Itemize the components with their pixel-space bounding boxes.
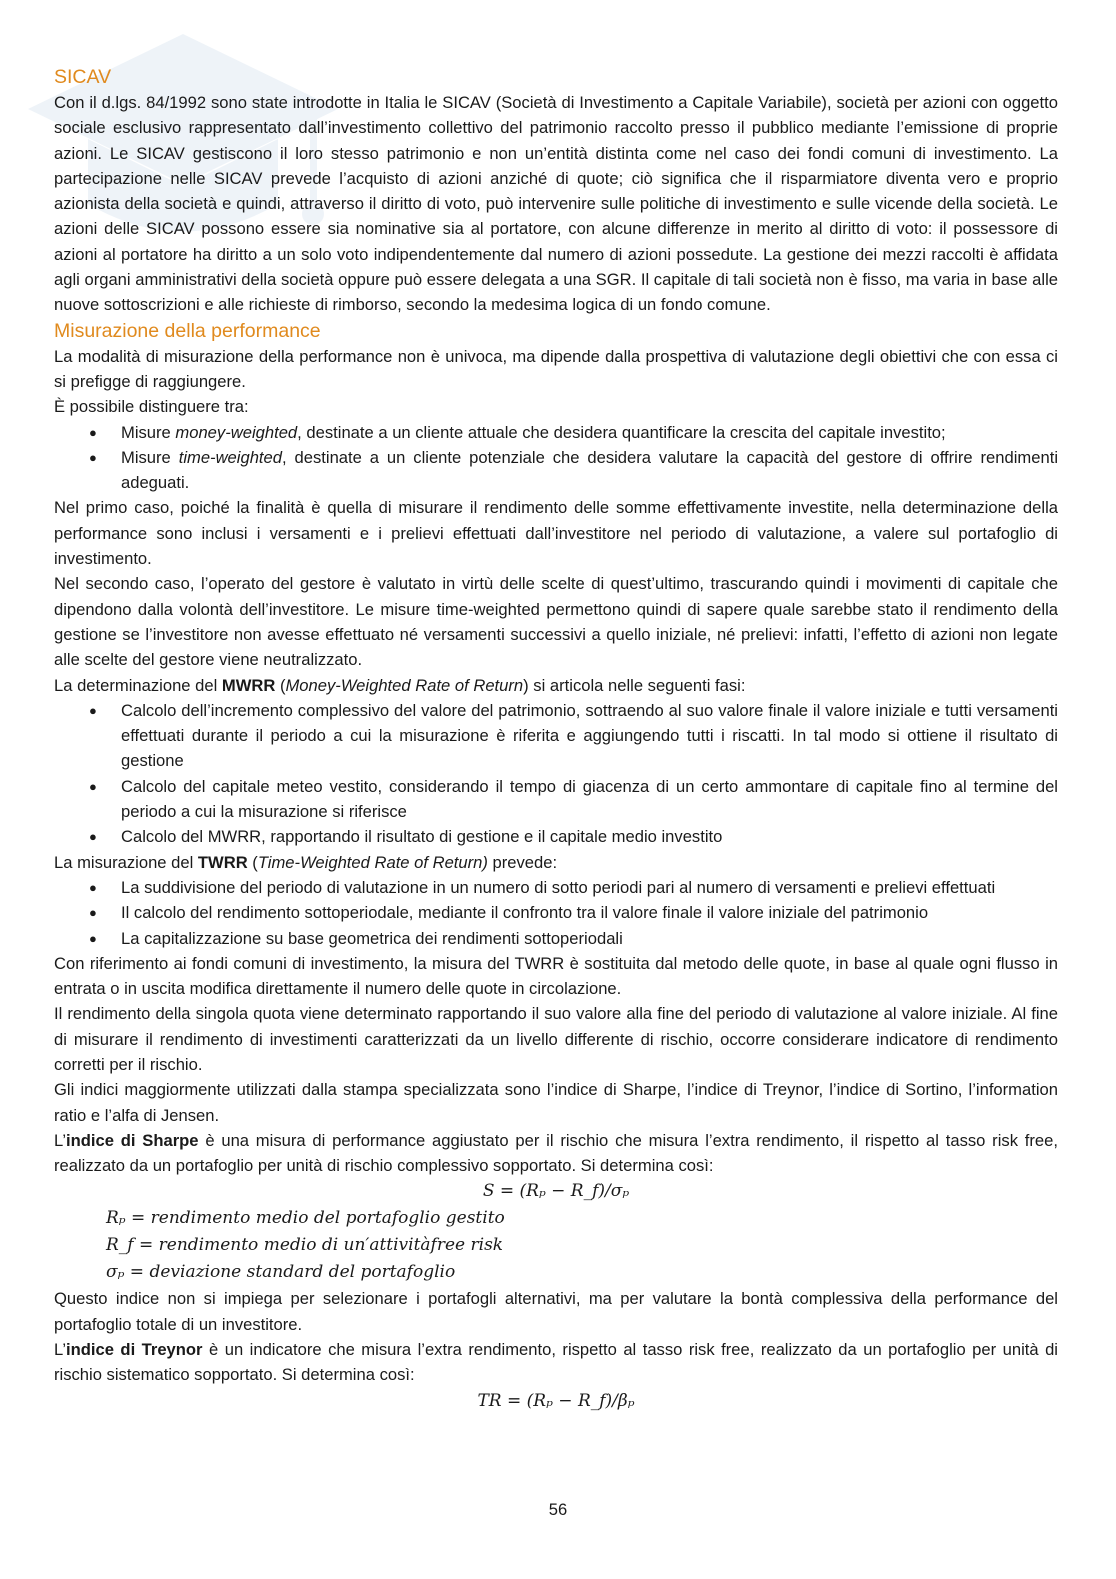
list-item: ● Misure money-weighted, destinate a un cliente attuale che desidera quantificare la crescita del capitale investito; — [121, 420, 1058, 445]
measures-list — [54, 420, 1058, 496]
bullet-icon: ● — [89, 930, 97, 946]
list-item: ● Il calcolo del rendimento sottoperiodale, mediante il confronto tra il valore finale il valore iniziale del patrimonio — [121, 900, 1058, 925]
treynor-formula: TR = (Rₚ − R_f)/βₚ — [477, 1390, 635, 1411]
list-item: ● Calcolo dell’incremento complessivo del valore del patrimonio, sottraendo al suo valore finale il valore iniziale e tutti versamenti effettuati durante il periodo a cui la misurazione è riferita e aggiungendo tutti i riscatti. In tal modo si ottiene il risultato di gestione — [121, 698, 1058, 774]
sharpe-paragraph: L’indice di Sharpe è una misura di performance aggiustato per il rischio che misura l’extra rendimento, il rispetto al tasso risk free, realizzato da un portafoglio per unità di rischio complessivo sopportato. Si determina così: — [54, 1130, 1058, 1176]
second-case-paragraph: Nel secondo caso, l’operato del gestore è valutato in virtù delle scelte di quest’ultimo, trascurando quindi i movimenti di capitale che dipendono dalla volontà dell’investitore. Le misure time-weighted permettono quindi di sapere quale sarebbe stato il rendimento della gestione se l’investitore non avesse effettuato né versamenti successivi a quello iniziale, né prelievi: infatti, l’effetto di azioni non legate alle scelte del gestore viene neutralizzato. — [54, 574, 1058, 670]
mwrr-steps-list — [54, 698, 1058, 850]
list-item: ● Calcolo del MWRR, rapportando il risultato di gestione e il capitale medio investito — [121, 824, 1058, 849]
sharpe-usage-paragraph: Questo indice non si impiega per selezionare i portafogli alternativi, ma per valutare la bontà complessiva della performance del portafoglio totale di un investitore. — [54, 1289, 1058, 1334]
list-item: ● Calcolo del capitale meteo vestito, considerando il tempo di giacenza di un certo ammontare di capitale fino al termine del periodo a cui la misurazione si riferisce — [121, 774, 1058, 825]
document-page — [54, 64, 1058, 1415]
treynor-paragraph: L’indice di Treynor è un indicatore che misura l’extra rendimento, rispetto al tasso risk free, realizzato da un portafoglio per unità di rischio sistematico sopportato. Si determina così: — [54, 1340, 1058, 1385]
section-heading-performance: Misurazione della performance — [54, 319, 321, 342]
performance-intro: La modalità di misurazione della performance non è univoca, ma dipende dalla prospettiva di valutazione degli obiettivi che con essa ci si prefigge di raggiungere. — [54, 346, 1058, 391]
sharpe-definition-rp: Rₚ = rendimento medio del portafoglio gestito — [106, 1208, 505, 1229]
sharpe-definition-rf: R_f = rendimento medio di un′attivitàfree risk — [106, 1235, 504, 1256]
list-item: ● La suddivisione del periodo di valutazione in un numero di sotto periodi pari al numero di versamenti e prelievi effettuati — [121, 875, 1058, 900]
bullet-icon: ● — [89, 778, 97, 794]
bullet-icon: ● — [89, 829, 97, 845]
bullet-icon: ● — [89, 424, 97, 440]
mwrr-intro: La determinazione del MWRR (Money-Weighted Rate of Return) si articola nelle seguenti fasi: — [54, 675, 746, 695]
list-item: ● La capitalizzazione su base geometrica dei rendimenti sottoperiodali — [121, 926, 1058, 951]
page-number: 56 — [548, 1500, 568, 1519]
list-item: ● Misure time-weighted, destinate a un cliente potenziale che desidera valutare la capacità del gestore di offrire rendimenti adeguati. — [121, 445, 1058, 496]
distinction-lead: È possibile distinguere tra: — [54, 397, 249, 417]
sharpe-definition-sigma: σₚ = deviazione standard del portafoglio — [106, 1262, 456, 1283]
sicav-paragraph: Con il d.lgs. 84/1992 sono state introdotte in Italia le SICAV (Società di Investimento a Capitale Variabile), società per azioni con oggetto sociale esclusivo rappresentato dall’investimento collettivo del patrimonio raccolto presso il pubblico mediante l’emissione di proprie azioni. Le SICAV gestiscono il loro stesso patrimonio e non un’entità distinta come nel caso dei fondi comuni di investimento. La partecipazione nelle SICAV prevede l’acquisto di azioni anziché di quote; ciò significa che il risparmiatore diventa vero e proprio azionista della società e quindi, attraverso il diritto di voto, può intervenire sulle politiche di investimento e sulle vicende della società. Le azioni delle SICAV possono essere sia nominative sia al portatore, con alcune differenze in merito al diritto di voto: il possessore di azioni al portatore ha diritto a un solo voto indipendentemente dal numero di azioni possedute. La gestione dei mezzi raccolti è affidata agli organi amministrativi della società oppure può essere delegata a una SGR. Il capitale di tali società non è fisso, ma varia in base alle nuove sottoscrizioni e alle richieste di rimborso, secondo la medesima logica di un fondo comune. — [54, 93, 1058, 315]
quote-return-paragraph: Il rendimento della singola quota viene determinato rapportando il suo valore alla fine del periodo di valutazione al valore iniziale. Al fine di misurare il rendimento di investimenti caratterizzati da un livello differente di rischio, occorre considerare indicatore di rendimento corretti per il rischio. — [54, 1004, 1058, 1074]
bullet-icon: ● — [89, 905, 97, 921]
twrr-steps-list — [54, 875, 1058, 951]
first-case-paragraph: Nel primo caso, poiché la finalità è quella di misurare il rendimento delle somme effettivamente investite, nella determinazione della performance sono inclusi i versamenti e i prelievi effettuati dall’investitore nel periodo di valutazione, a valere sul portafoglio di investimento. — [54, 498, 1058, 569]
bullet-icon: ● — [89, 879, 97, 895]
bullet-icon: ● — [89, 702, 97, 718]
indices-paragraph: Gli indici maggiormente utilizzati dalla stampa specializzata sono l’indice di Sharpe, l’indice di Treynor, l’indice di Sortino, l’information ratio e l’alfa di Jensen. — [54, 1080, 1058, 1125]
twrr-intro: La misurazione del TWRR (Time-Weighted Rate of Return) prevede: — [54, 852, 558, 872]
quote-method-paragraph: Con riferimento ai fondi comuni di investimento, la misura del TWRR è sostituita dal metodo delle quote, in base al quale ogni flusso in entrata o in uscita modifica direttamente il numero delle quote in circolazione. — [54, 953, 1058, 999]
section-heading-sicav: SICAV — [54, 66, 112, 88]
bullet-icon: ● — [89, 449, 97, 465]
sharpe-formula: S = (Rₚ − R_f)/σₚ — [482, 1181, 630, 1202]
